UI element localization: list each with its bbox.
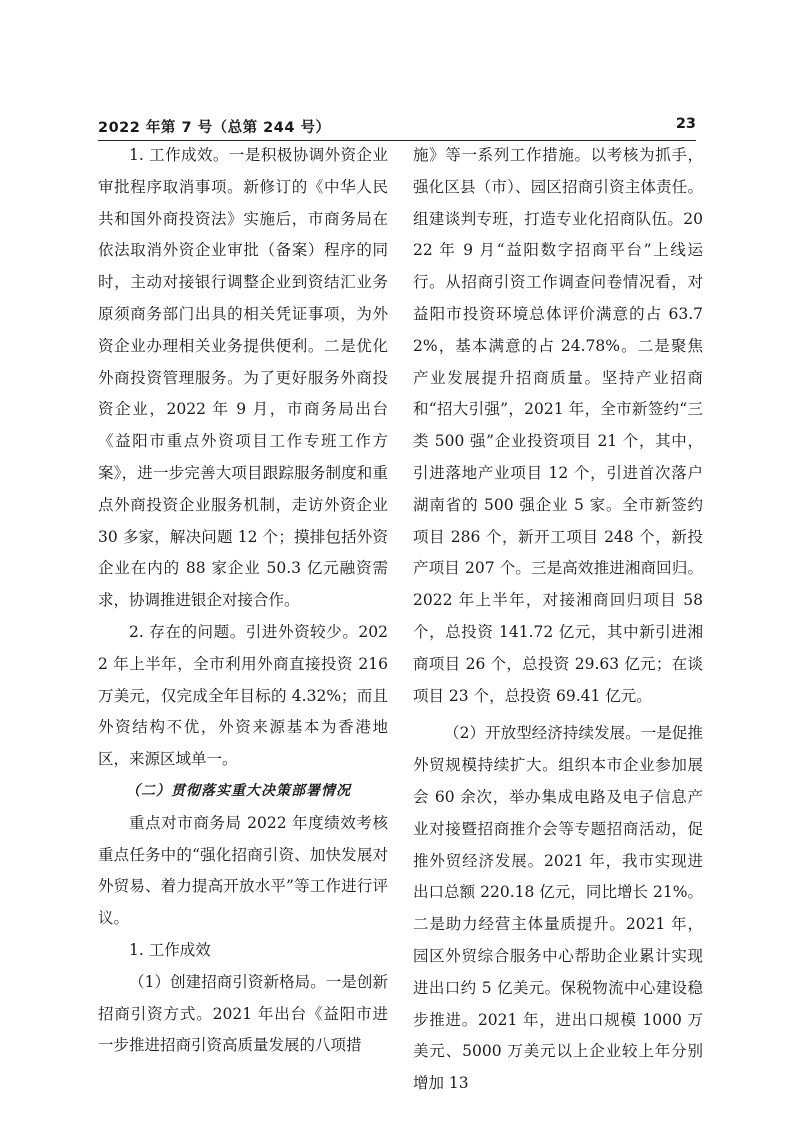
left-column [98,140,388,1062]
paragraph: 2. 存在的问题。引进外资较少。2022 年上半年，全市利用外商直接投资 216 万美元，仅完成全年目标的 4.32%；而且外资结构不优，外资来源基本为香港地区，来源区域单一。 [98,622,388,769]
paragraph: 重点对市商务局 2022 年度绩效考核重点任务中的“强化招商引资、加快发展对外贸易、着力提高开放水平”等工作进行评议。 [98,813,388,928]
paragraph: （1）创建招商引资新格局。一是创新招商引资方式。2021 年出台《益阳市进一步推进招商引资高质量发展的八项措 [98,972,388,1055]
right-column [413,140,703,1100]
paragraph: 施》等一系列工作措施。以考核为抓手，强化区县（市）、园区招商引资主体责任。组建谈判专班，打造专业化招商队伍。2022 年 9 月“益阳数字招商平台”上线运行。从招商引资工作调查问卷情况看，对益阳市投资环境总体评价满意的占 63.72%，基本满意的占 24.78%。二是聚焦产业发展提升招商质量。坚持产业招商和“招大引强”，2021 年，全市新签约“三类 500 强”企业投资项目 21 个，其中，引进落地产业项目 12 个，引进首次落户湖南省的 500 强企业 5 家。全市新签约项目 286 个，新开工项目 248 个，新投产项目 207 个。三是高效推进湘商回归。2022 年上半年，对接湘商回归项目 58 个，总投资 141.72 亿元，其中新引进湘商项目 26 个，总投资 29.63 亿元；在谈项目 23 个，总投资 69.41 亿元。 [413,146,703,705]
page-header [98,114,696,141]
paragraph: 1. 工作成效 [129,940,211,959]
page-number: 23 [675,116,696,132]
paragraph: 1. 工作成效。一是积极协调外资企业审批程序取消事项。新修订的《中华人民共和国外商投资法》实施后，市商务局在依法取消外资企业审批（备案）程序的同时，主动对接银行调整企业到资结汇业务原须商务部门出具的相关凭证事项，为外资企业办理相关业务提供便利。二是优化外商投资管理服务。为了更好服务外商投资企业，2022 年 9 月，市商务局出台《益阳市重点外资项目工作专班工作方案》，进一步完善大项目跟踪服务制度和重点外商投资企业服务机制，走访外资企业 30 多家，解决问题 12 个；摸排包括外资企业在内的 88 家企业 50.3 亿元融资需求，协调推进银企对接合作。 [98,146,388,610]
paragraph: （2）开放型经济持续发展。一是促推外贸规模持续扩大。组织本市企业参加展会 60 余次，举办集成电路及电子信息产业对接暨招商推介会等专题招商活动，促推外贸经济发展。2021 年，我市实现进出口总额 220.18 亿元，同比增长 21%。二是助力经营主体量质提升。2021 年，园区外贸综合服务中心帮助企业累计实现进出口约 5 亿美元。保税物流中心建设稳步推进。2021 年，进出口规模 1000 万美元、5000 万美元以上企业较上年分别增加 13 [413,724,703,1093]
issue-label: 2022 年第 7 号（总第 244 号） [98,120,331,136]
section-subheading: （二）贯彻落实重大决策部署情况 [126,782,351,799]
